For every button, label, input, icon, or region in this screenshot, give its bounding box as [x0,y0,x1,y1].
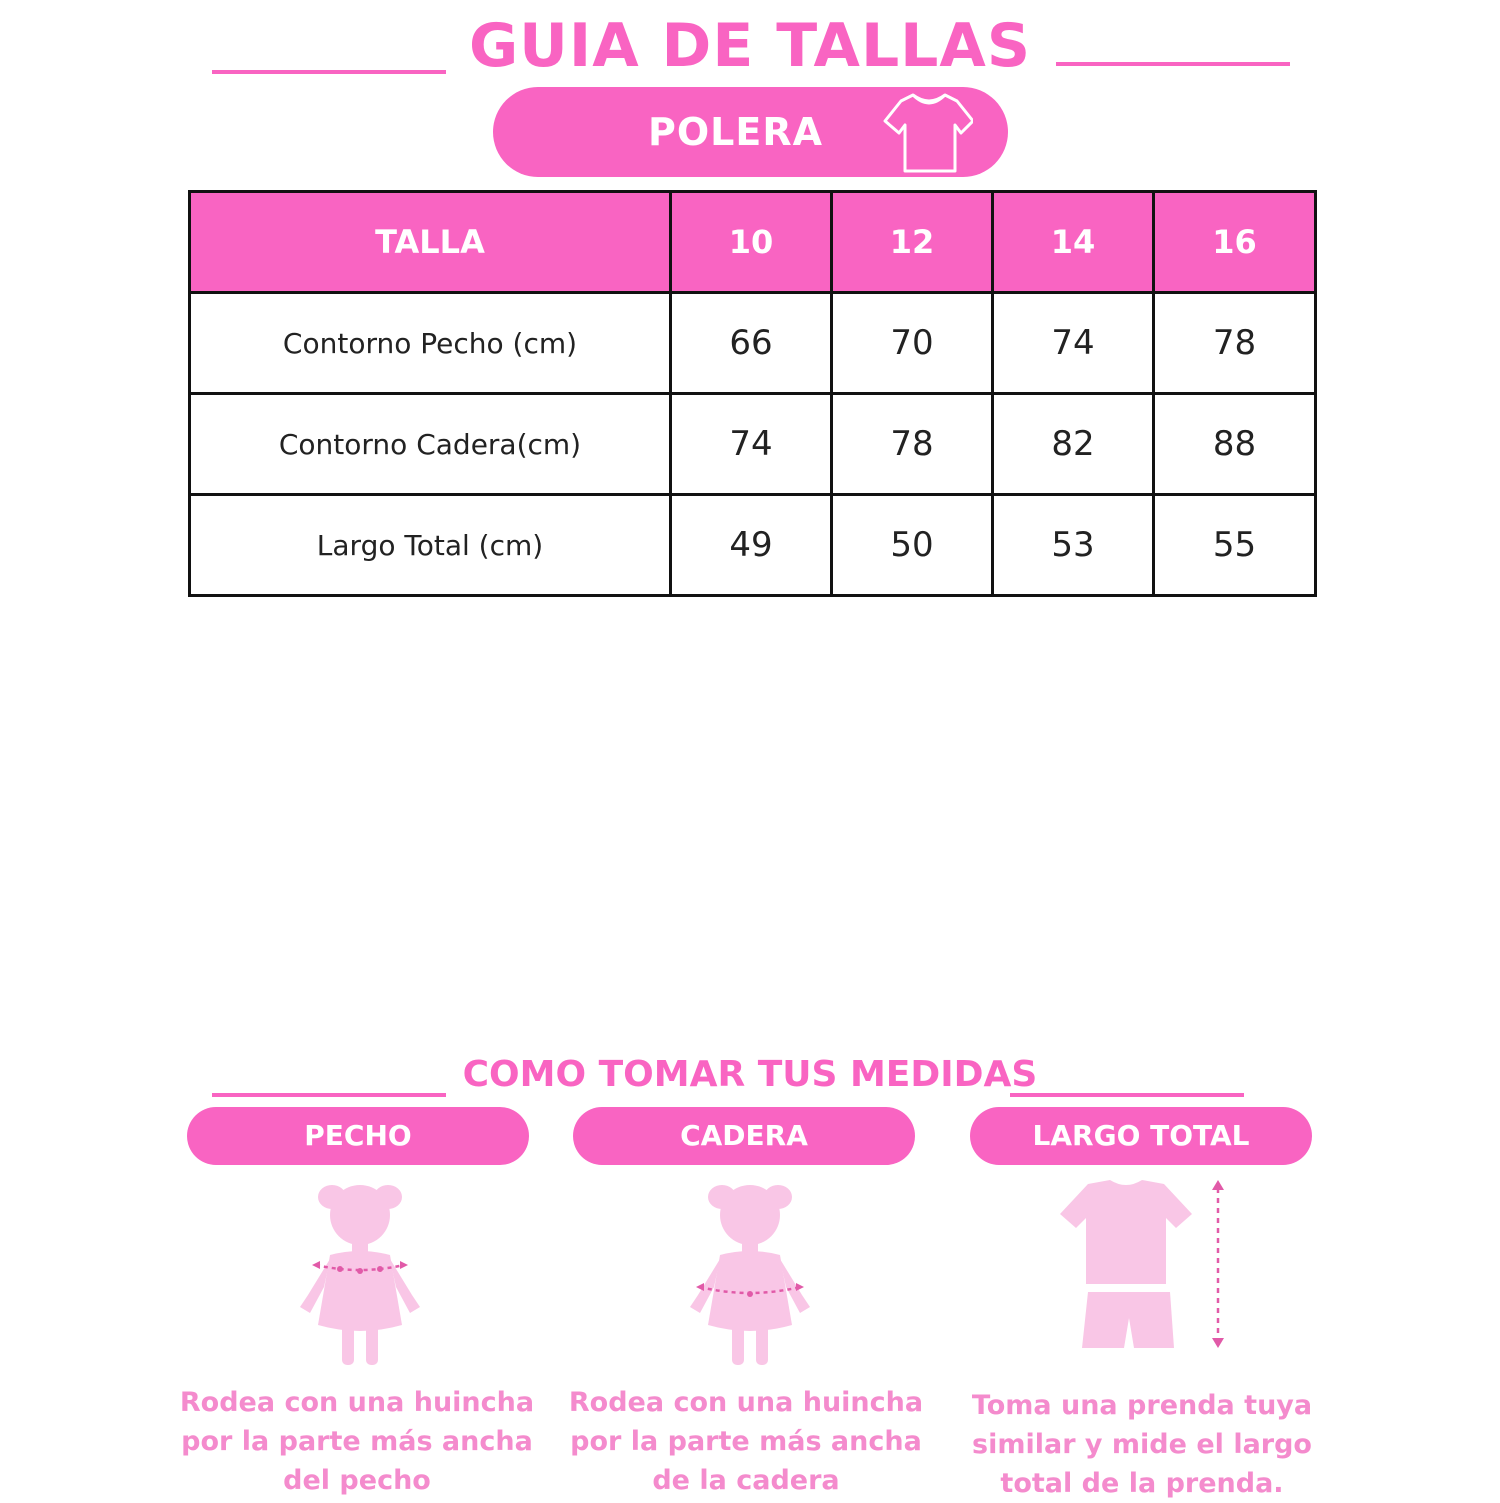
header-talla: TALLA [190,192,671,293]
tshirt-icon [883,91,973,175]
table-row [190,394,1316,495]
step-text-pecho [167,1383,547,1500]
table-cell: 53 [993,495,1154,596]
header-size: 12 [832,192,993,293]
step-text-cadera [556,1383,936,1500]
step-text-line: Rodea con una huincha [568,1387,924,1418]
step-text-line: de la cadera [652,1465,840,1496]
table-cell: 74 [993,293,1154,394]
header-size: 10 [671,192,832,293]
step-pill-cadera: CADERA [573,1107,915,1165]
step-text-line: similar y mide el largo [972,1429,1312,1460]
step-text-line: total de la prenda. [1000,1468,1284,1499]
step-text-line: por la parte más ancha [181,1426,533,1457]
girl-hip-measure-icon [680,1175,820,1370]
table-cell: 50 [832,495,993,596]
header-size: 16 [1154,192,1316,293]
table-cell: 78 [1154,293,1316,394]
row-label: Largo Total (cm) [190,495,671,596]
step-pill-largo-total: LARGO TOTAL [970,1107,1312,1165]
step-pill-pecho: PECHO [187,1107,529,1165]
table-cell: 70 [832,293,993,394]
table-header-row [190,192,1316,293]
row-label: Contorno Pecho (cm) [190,293,671,394]
step-text-line: por la parte más ancha [570,1426,922,1457]
step-text-line: Toma una prenda tuya [971,1390,1313,1421]
step-text-line: Rodea con una huincha [179,1387,535,1418]
girl-chest-measure-icon [290,1175,430,1370]
table-cell: 66 [671,293,832,394]
size-table [188,190,1317,597]
row-label: Contorno Cadera(cm) [190,394,671,495]
table-cell: 55 [1154,495,1316,596]
header-size: 14 [993,192,1154,293]
page-title: GUIA DE TALLAS [468,11,1032,81]
howto-title: COMO TOMAR TUS MEDIDAS [462,1054,1038,1095]
table-cell: 82 [993,394,1154,495]
table-cell: 49 [671,495,832,596]
table-cell: 78 [832,394,993,495]
table-row [190,293,1316,394]
step-text-largo-total [952,1386,1332,1503]
table-cell: 88 [1154,394,1316,495]
garment-label: POLERA [648,110,823,154]
clothes-length-measure-icon [1058,1178,1238,1353]
table-row [190,495,1316,596]
garment-badge [493,87,1008,177]
table-cell: 74 [671,394,832,495]
step-text-line: del pecho [283,1465,431,1496]
